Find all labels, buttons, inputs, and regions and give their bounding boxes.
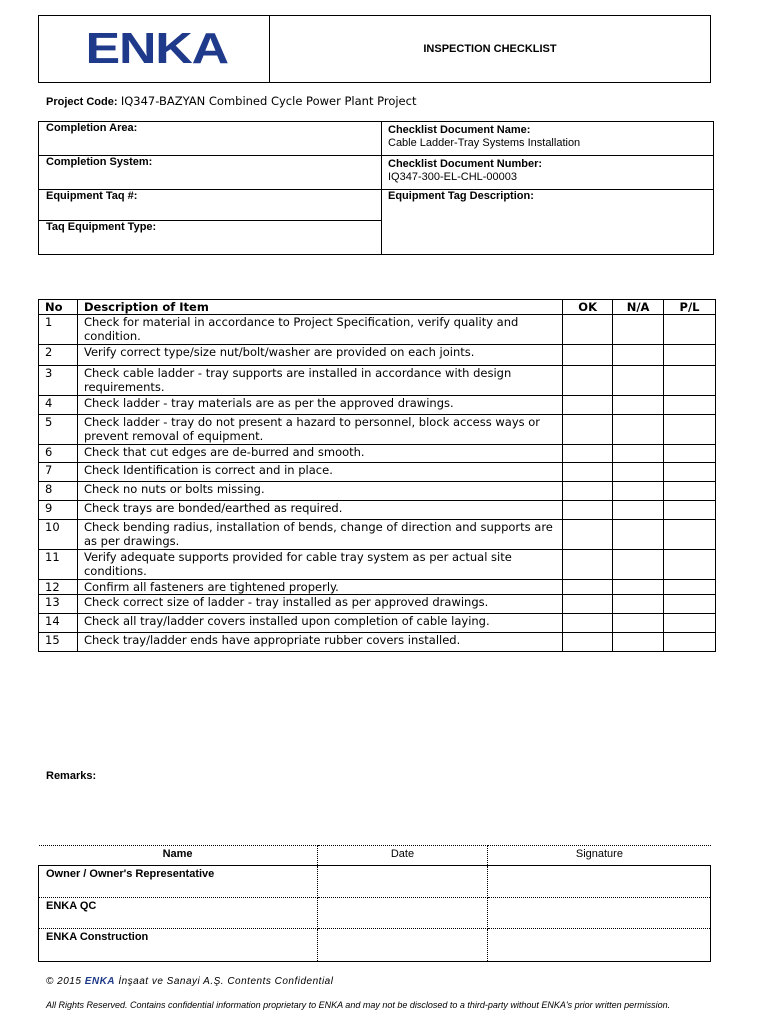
na-box[interactable]: [613, 633, 664, 652]
row-description: Check cable ladder - tray supports are installed in accordance with design requirements.: [77, 366, 562, 396]
na-box[interactable]: [613, 614, 664, 633]
row-description: Verify correct type/size nut/bolt/washer are provided on each joints.: [77, 345, 562, 366]
table-row: [39, 550, 716, 580]
table-row: [39, 396, 716, 415]
na-box[interactable]: [613, 415, 664, 445]
pl-box[interactable]: [664, 366, 716, 396]
table-row: [39, 366, 716, 396]
row-no: 9: [39, 501, 78, 520]
document-title: INSPECTION CHECKLIST: [423, 43, 557, 55]
ok-box[interactable]: [563, 482, 613, 501]
ok-box[interactable]: [563, 345, 613, 366]
signature-row: [39, 898, 711, 929]
row-description: Check bending radius, installation of bends, change of direction and supports are as per drawings.: [77, 520, 562, 550]
table-row: [39, 614, 716, 633]
project-code-label: Project Code:: [46, 96, 118, 108]
footer-company: İnşaat ve Sanayi A.Ş. Contents Confidential: [118, 976, 334, 987]
table-row: [39, 463, 716, 482]
sig-date-cell[interactable]: [317, 929, 488, 962]
ok-box[interactable]: [563, 396, 613, 415]
col-no: No: [39, 300, 78, 315]
ok-box[interactable]: [563, 614, 613, 633]
col-pl: P/L: [664, 300, 716, 315]
row-no: 8: [39, 482, 78, 501]
ok-box[interactable]: [563, 520, 613, 550]
col-na: N/A: [613, 300, 664, 315]
pl-box[interactable]: [664, 445, 716, 463]
pl-box[interactable]: [664, 315, 716, 345]
ok-box[interactable]: [563, 595, 613, 614]
table-row: [39, 633, 716, 652]
row-no: 1: [39, 315, 78, 345]
doc-number-cell: [382, 156, 713, 190]
pl-box[interactable]: [664, 595, 716, 614]
row-description: Confirm all fasteners are tightened properly.: [77, 580, 562, 595]
project-code: [46, 94, 416, 108]
copyright-year: © 2015: [46, 976, 82, 987]
ok-box[interactable]: [563, 445, 613, 463]
ok-box[interactable]: [563, 633, 613, 652]
row-description: Check ladder - tray materials are as per the approved drawings.: [77, 396, 562, 415]
sig-date-cell[interactable]: [317, 866, 488, 898]
row-no: 4: [39, 396, 78, 415]
row-description: Check Identification is correct and in place.: [77, 463, 562, 482]
pl-box[interactable]: [664, 396, 716, 415]
sig-signature-cell[interactable]: [488, 898, 711, 929]
na-box[interactable]: [613, 463, 664, 482]
equipment-tag-label: Equipment Taq #:: [46, 190, 138, 202]
sig-col-date: Date: [317, 846, 488, 866]
row-description: Check that cut edges are de-burred and smooth.: [77, 445, 562, 463]
table-row: [39, 345, 716, 366]
doc-number-value: IQ347-300-EL-CHL-00003: [388, 171, 518, 183]
rights-notice: All Rights Reserved. Contains confidential information proprietary to ENKA and may not be disclosed to a third-party without ENKA's prior written permission.: [46, 1000, 671, 1010]
pl-box[interactable]: [664, 482, 716, 501]
completion-area-label: Completion Area:: [46, 122, 138, 134]
row-no: 3: [39, 366, 78, 396]
sig-col-signature: Signature: [488, 846, 711, 866]
pl-box[interactable]: [664, 520, 716, 550]
pl-box[interactable]: [664, 415, 716, 445]
enka-logo: ENKA: [85, 24, 228, 73]
pl-box[interactable]: [664, 633, 716, 652]
table-row: [39, 520, 716, 550]
sig-col-name: Name: [39, 846, 318, 866]
tag-equipment-type-cell: [39, 221, 382, 254]
row-description: Check trays are bonded/earthed as required.: [77, 501, 562, 520]
completion-area-cell: [39, 122, 382, 156]
pl-box[interactable]: [664, 501, 716, 520]
ok-box[interactable]: [563, 366, 613, 396]
tag-description-cell: [382, 190, 713, 254]
sig-signature-cell[interactable]: [488, 866, 711, 898]
pl-box[interactable]: [664, 580, 716, 595]
na-box[interactable]: [613, 501, 664, 520]
sig-role: ENKA QC: [39, 898, 318, 929]
ok-box[interactable]: [563, 463, 613, 482]
row-description: Check ladder - tray do not present a hazard to personnel, block access ways or prevent removal of equipment.: [77, 415, 562, 445]
table-row: [39, 595, 716, 614]
col-description: Description of Item: [77, 300, 562, 315]
project-code-value: IQ347-BAZYAN Combined Cycle Power Plant Project: [120, 94, 417, 108]
pl-box[interactable]: [664, 463, 716, 482]
na-box[interactable]: [613, 550, 664, 580]
table-row: [39, 580, 716, 595]
na-box[interactable]: [613, 520, 664, 550]
row-no: 14: [39, 614, 78, 633]
equipment-tag-cell: [39, 190, 382, 221]
ok-box[interactable]: [563, 501, 613, 520]
table-row: [39, 445, 716, 463]
doc-name-value: Cable Ladder-Tray Systems Installation: [388, 137, 581, 149]
row-description: Check correct size of ladder - tray installed as per approved drawings.: [77, 595, 562, 614]
checklist-header-row: [39, 300, 716, 315]
row-no: 6: [39, 445, 78, 463]
tag-description-label: Equipment Tag Description:: [388, 190, 534, 202]
pl-box[interactable]: [664, 550, 716, 580]
sig-role: Owner / Owner's Representative: [39, 866, 318, 898]
pl-box[interactable]: [664, 614, 716, 633]
row-no: 15: [39, 633, 78, 652]
row-description: Check no nuts or bolts missing.: [77, 482, 562, 501]
remarks-label: Remarks:: [46, 770, 97, 782]
footer-brand: ENKA: [84, 976, 116, 987]
row-no: 7: [39, 463, 78, 482]
na-box[interactable]: [613, 595, 664, 614]
signature-row: [39, 866, 711, 898]
na-box[interactable]: [613, 396, 664, 415]
pl-box[interactable]: [664, 345, 716, 366]
row-no: 13: [39, 595, 78, 614]
tag-equipment-type-label: Taq Equipment Type:: [46, 221, 157, 233]
na-box[interactable]: [613, 580, 664, 595]
sig-date-cell[interactable]: [317, 898, 488, 929]
signature-header-row: [39, 846, 711, 866]
copyright-line: [46, 976, 333, 987]
row-description: Verify adequate supports provided for cable tray system as per actual site conditions.: [77, 550, 562, 580]
na-box[interactable]: [613, 345, 664, 366]
doc-number-label: Checklist Document Number:: [388, 158, 543, 170]
table-row: [39, 315, 716, 345]
row-no: 12: [39, 580, 78, 595]
row-no: 5: [39, 415, 78, 445]
na-box[interactable]: [613, 482, 664, 501]
row-no: 2: [39, 345, 78, 366]
row-description: Check for material in accordance to Project Specification, verify quality and condition.: [77, 315, 562, 345]
col-ok: OK: [563, 300, 613, 315]
completion-system-label: Completion System:: [46, 156, 153, 168]
na-box[interactable]: [613, 445, 664, 463]
sig-role: ENKA Construction: [39, 929, 318, 962]
signature-table: [38, 845, 711, 962]
sig-signature-cell[interactable]: [488, 929, 711, 962]
row-description: Check tray/ladder ends have appropriate rubber covers installed.: [77, 633, 562, 652]
table-row: [39, 415, 716, 445]
row-no: 10: [39, 520, 78, 550]
na-box[interactable]: [613, 315, 664, 345]
ok-box[interactable]: [563, 580, 613, 595]
row-no: 11: [39, 550, 78, 580]
na-box[interactable]: [613, 366, 664, 396]
ok-box[interactable]: [563, 415, 613, 445]
ok-box[interactable]: [563, 550, 613, 580]
completion-system-cell: [39, 156, 382, 190]
row-description: Check all tray/ladder covers installed upon completion of cable laying.: [77, 614, 562, 633]
doc-name-label: Checklist Document Name:: [388, 124, 531, 136]
info-table: [38, 121, 714, 255]
document-header: [38, 15, 711, 83]
checklist-table: [38, 299, 716, 652]
table-row: [39, 501, 716, 520]
doc-name-cell: [382, 122, 713, 156]
ok-box[interactable]: [563, 315, 613, 345]
logo-cell: [39, 16, 270, 82]
signature-row: [39, 929, 711, 962]
table-row: [39, 482, 716, 501]
